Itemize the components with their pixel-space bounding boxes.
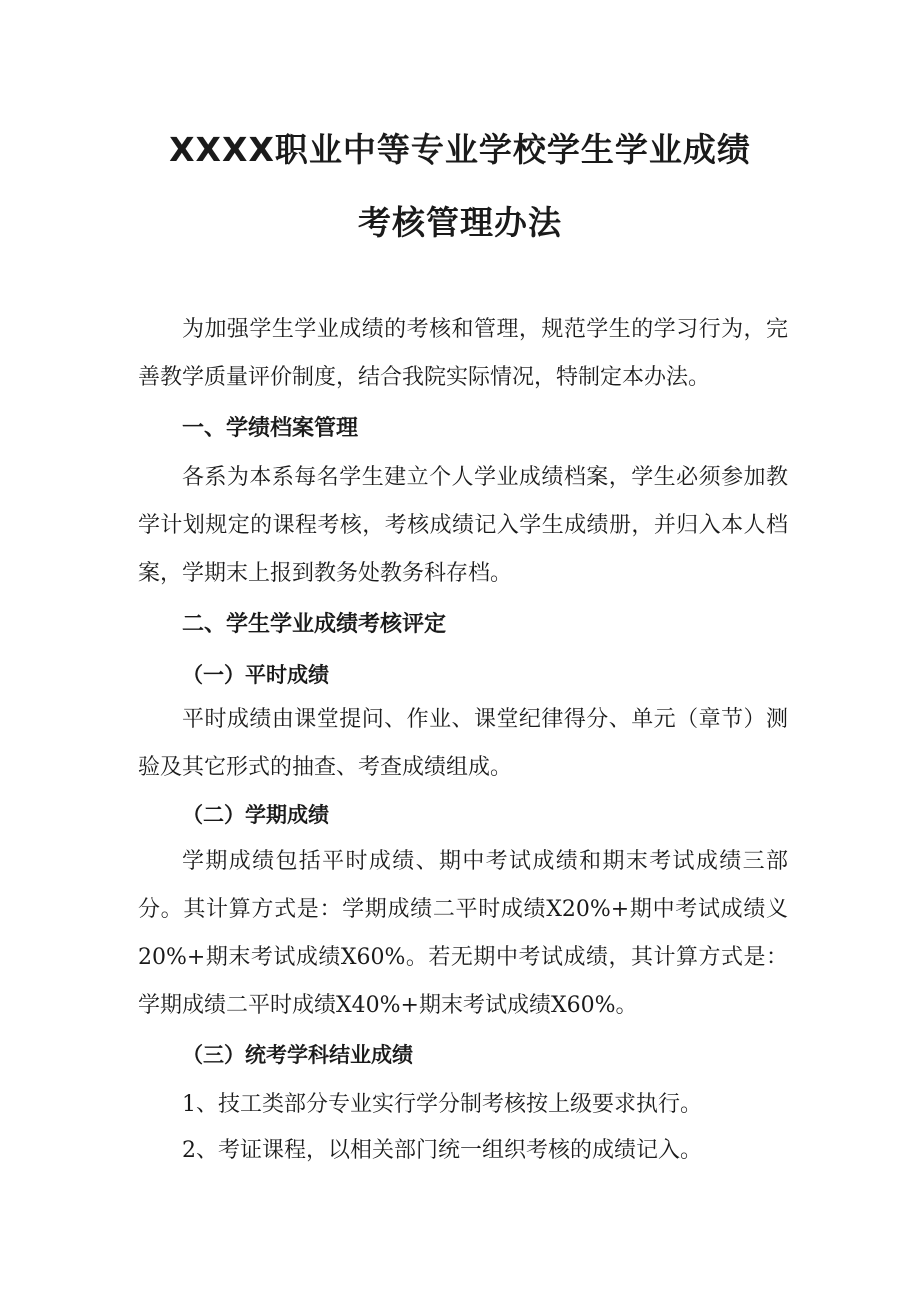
subsection-1-paragraph: 平时成绩由课堂提问、作业、课堂纪律得分、单元（章节）测验及其它形式的抽查、考查成绩组成。 (138, 707, 788, 780)
section-1-paragraph: 各系为本系每名学生建立个人学业成绩档案，学生必须参加教学计划规定的课程考核，考核成绩记入学生成绩册，并归入本人档案，学期末上报到教务处教务科存档。 (138, 465, 788, 586)
subsection-2-heading: （二）学期成绩 (182, 803, 329, 827)
subsection-2-paragraph: 学期成绩包括平时成绩、期中考试成绩和期末考试成绩三部分。其计算方式是：学期成绩二平时成绩X20%+期中考试成绩义20%+期末考试成绩X60%。若无期中考试成绩，其计算方式是：学期成绩二平时成绩X40%+期末考试成绩X60%。 (138, 849, 788, 1018)
list-item: 2、考证课程，以相关部门统一组织考核的成绩记入。 (182, 1138, 702, 1163)
subsection-1-heading: （一）平时成绩 (182, 663, 329, 687)
list-item: 1、技工类部分专业实行学分制考核按上级要求执行。 (182, 1092, 702, 1117)
intro-paragraph: 为加强学生学业成绩的考核和管理，规范学生的学习行为，完善教学质量评价制度，结合我院实际情况，特制定本办法。 (138, 317, 788, 390)
document-title-line-2: 考核管理办法 (358, 203, 562, 242)
section-2-heading: 二、学生学业成绩考核评定 (182, 612, 447, 637)
subsection-3-heading: （三）统考学科结业成绩 (182, 1043, 413, 1067)
document-title-line-1: XXXX职业中等专业学校学生学业成绩 (169, 130, 751, 169)
section-1-heading: 一、学绩档案管理 (182, 416, 359, 441)
